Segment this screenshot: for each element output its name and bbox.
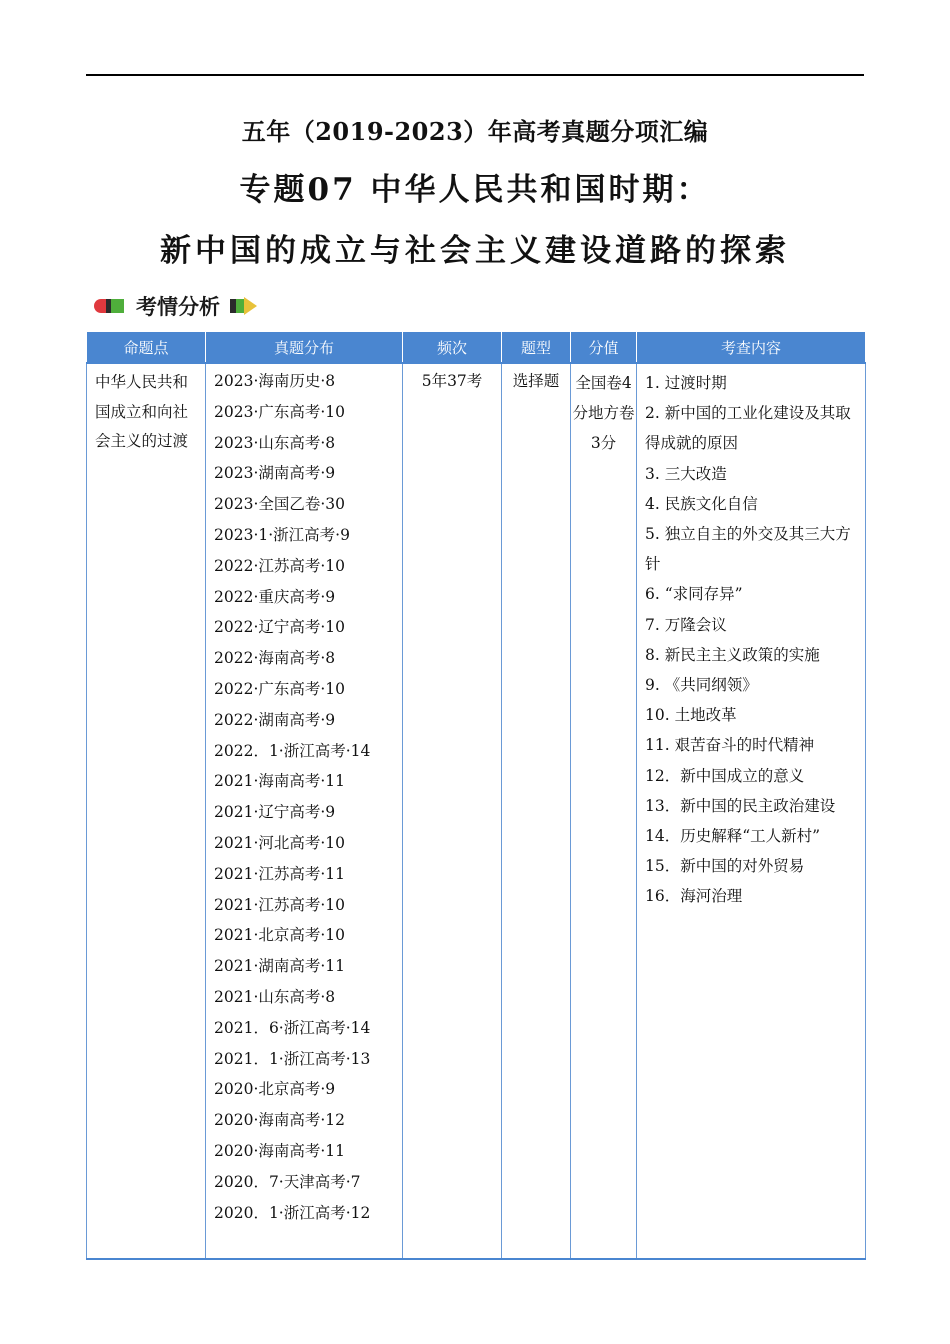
score-cell: 全国卷4分地方卷3分 [571, 363, 637, 1259]
source-item: 2021·江苏高考·10 [214, 895, 346, 914]
source-item: 2021·海南高考·11 [214, 772, 346, 791]
source-item: 2020·北京高考·9 [214, 1080, 336, 1099]
pencil-tip-icon [230, 297, 258, 315]
source-item: 2020·海南高考·11 [214, 1141, 346, 1160]
column-header-sources: 真题分布 [206, 332, 403, 364]
header-rule [86, 74, 864, 76]
content-item: 7. 万隆会议 [645, 615, 727, 634]
source-item: 2020．1·浙江高考·12 [214, 1203, 371, 1222]
source-item: 2021·辽宁高考·9 [214, 803, 336, 822]
content-item: 5. 独立自主的外交及其三大方针 [645, 525, 851, 574]
source-item: 2022·广东高考·10 [214, 679, 346, 698]
column-header-topic: 命题点 [87, 332, 206, 364]
source-item: 2020·海南高考·12 [214, 1111, 346, 1130]
table-row [87, 363, 866, 1259]
section-header [94, 290, 258, 322]
source-item: 2021·山东高考·8 [214, 987, 336, 1006]
document-subtitle: 五年（2019-2023）年高考真题分项汇编 [241, 117, 709, 146]
content-item: 14．历史解释“工人新村” [645, 827, 821, 846]
source-item: 2023·湖南高考·9 [214, 464, 336, 483]
content-item: 10. 土地改革 [645, 706, 737, 725]
column-header-score: 分值 [571, 332, 637, 364]
source-item: 2020．7·天津高考·7 [214, 1172, 361, 1191]
document-title-line2: 新中国的成立与社会主义建设道路的探索 [160, 233, 790, 269]
content-item: 9. 《共同纲领》 [645, 676, 758, 695]
document-title-line1: 专题07 中华人民共和国时期： [239, 172, 711, 208]
source-item: 2023·1·浙江高考·9 [214, 525, 350, 544]
source-item: 2022·辽宁高考·10 [214, 618, 346, 637]
content-cell [637, 363, 866, 1259]
source-item: 2021·北京高考·10 [214, 926, 346, 945]
content-item: 16．海河治理 [645, 887, 743, 906]
section-title: 考情分析 [136, 295, 220, 319]
content-item: 13．新中国的民主政治建设 [645, 796, 836, 815]
sources-list [206, 364, 402, 1230]
column-header-content: 考查内容 [637, 332, 866, 364]
content-list [637, 364, 865, 912]
source-item: 2022．1·浙江高考·14 [214, 741, 371, 760]
content-item: 12．新中国成立的意义 [645, 766, 805, 785]
column-header-type: 题型 [502, 332, 571, 364]
sources-cell [206, 363, 403, 1259]
question-type-cell: 选择题 [502, 363, 571, 1259]
analysis-table [86, 331, 866, 1260]
source-item: 2021．6·浙江高考·14 [214, 1018, 371, 1037]
frequency-cell: 5年37考 [403, 363, 502, 1259]
source-item: 2023·全国乙卷·30 [214, 495, 346, 514]
source-item: 2023·海南历史·8 [214, 372, 336, 390]
content-item: 1. 过渡时期 [645, 374, 727, 392]
content-item: 2. 新中国的工业化建设及其取得成就的原因 [645, 404, 851, 453]
source-item: 2023·广东高考·10 [214, 402, 346, 421]
source-item: 2022·湖南高考·9 [214, 710, 336, 729]
source-item: 2021·河北高考·10 [214, 833, 346, 852]
content-item: 4. 民族文化自信 [645, 494, 758, 513]
topic-cell: 中华人民共和国成立和向社会主义的过渡 [87, 363, 206, 1259]
source-item: 2023·山东高考·8 [214, 433, 336, 452]
content-item: 8. 新民主主义政策的实施 [645, 645, 820, 664]
source-item: 2022·海南高考·8 [214, 649, 336, 668]
source-item: 2021·湖南高考·11 [214, 957, 346, 976]
content-item: 3. 三大改造 [645, 464, 727, 483]
table-header-row [87, 332, 866, 364]
content-item: 11. 艰苦奋斗的时代精神 [645, 736, 815, 755]
content-item: 15．新中国的对外贸易 [645, 857, 805, 876]
source-item: 2021·江苏高考·11 [214, 864, 346, 883]
column-header-frequency: 频次 [403, 332, 502, 364]
content-item: 6. “求同存异” [645, 585, 743, 604]
source-item: 2022·重庆高考·9 [214, 587, 336, 606]
source-item: 2022·江苏高考·10 [214, 556, 346, 575]
source-item: 2021．1·浙江高考·13 [214, 1049, 371, 1068]
pencil-icon [94, 298, 124, 314]
